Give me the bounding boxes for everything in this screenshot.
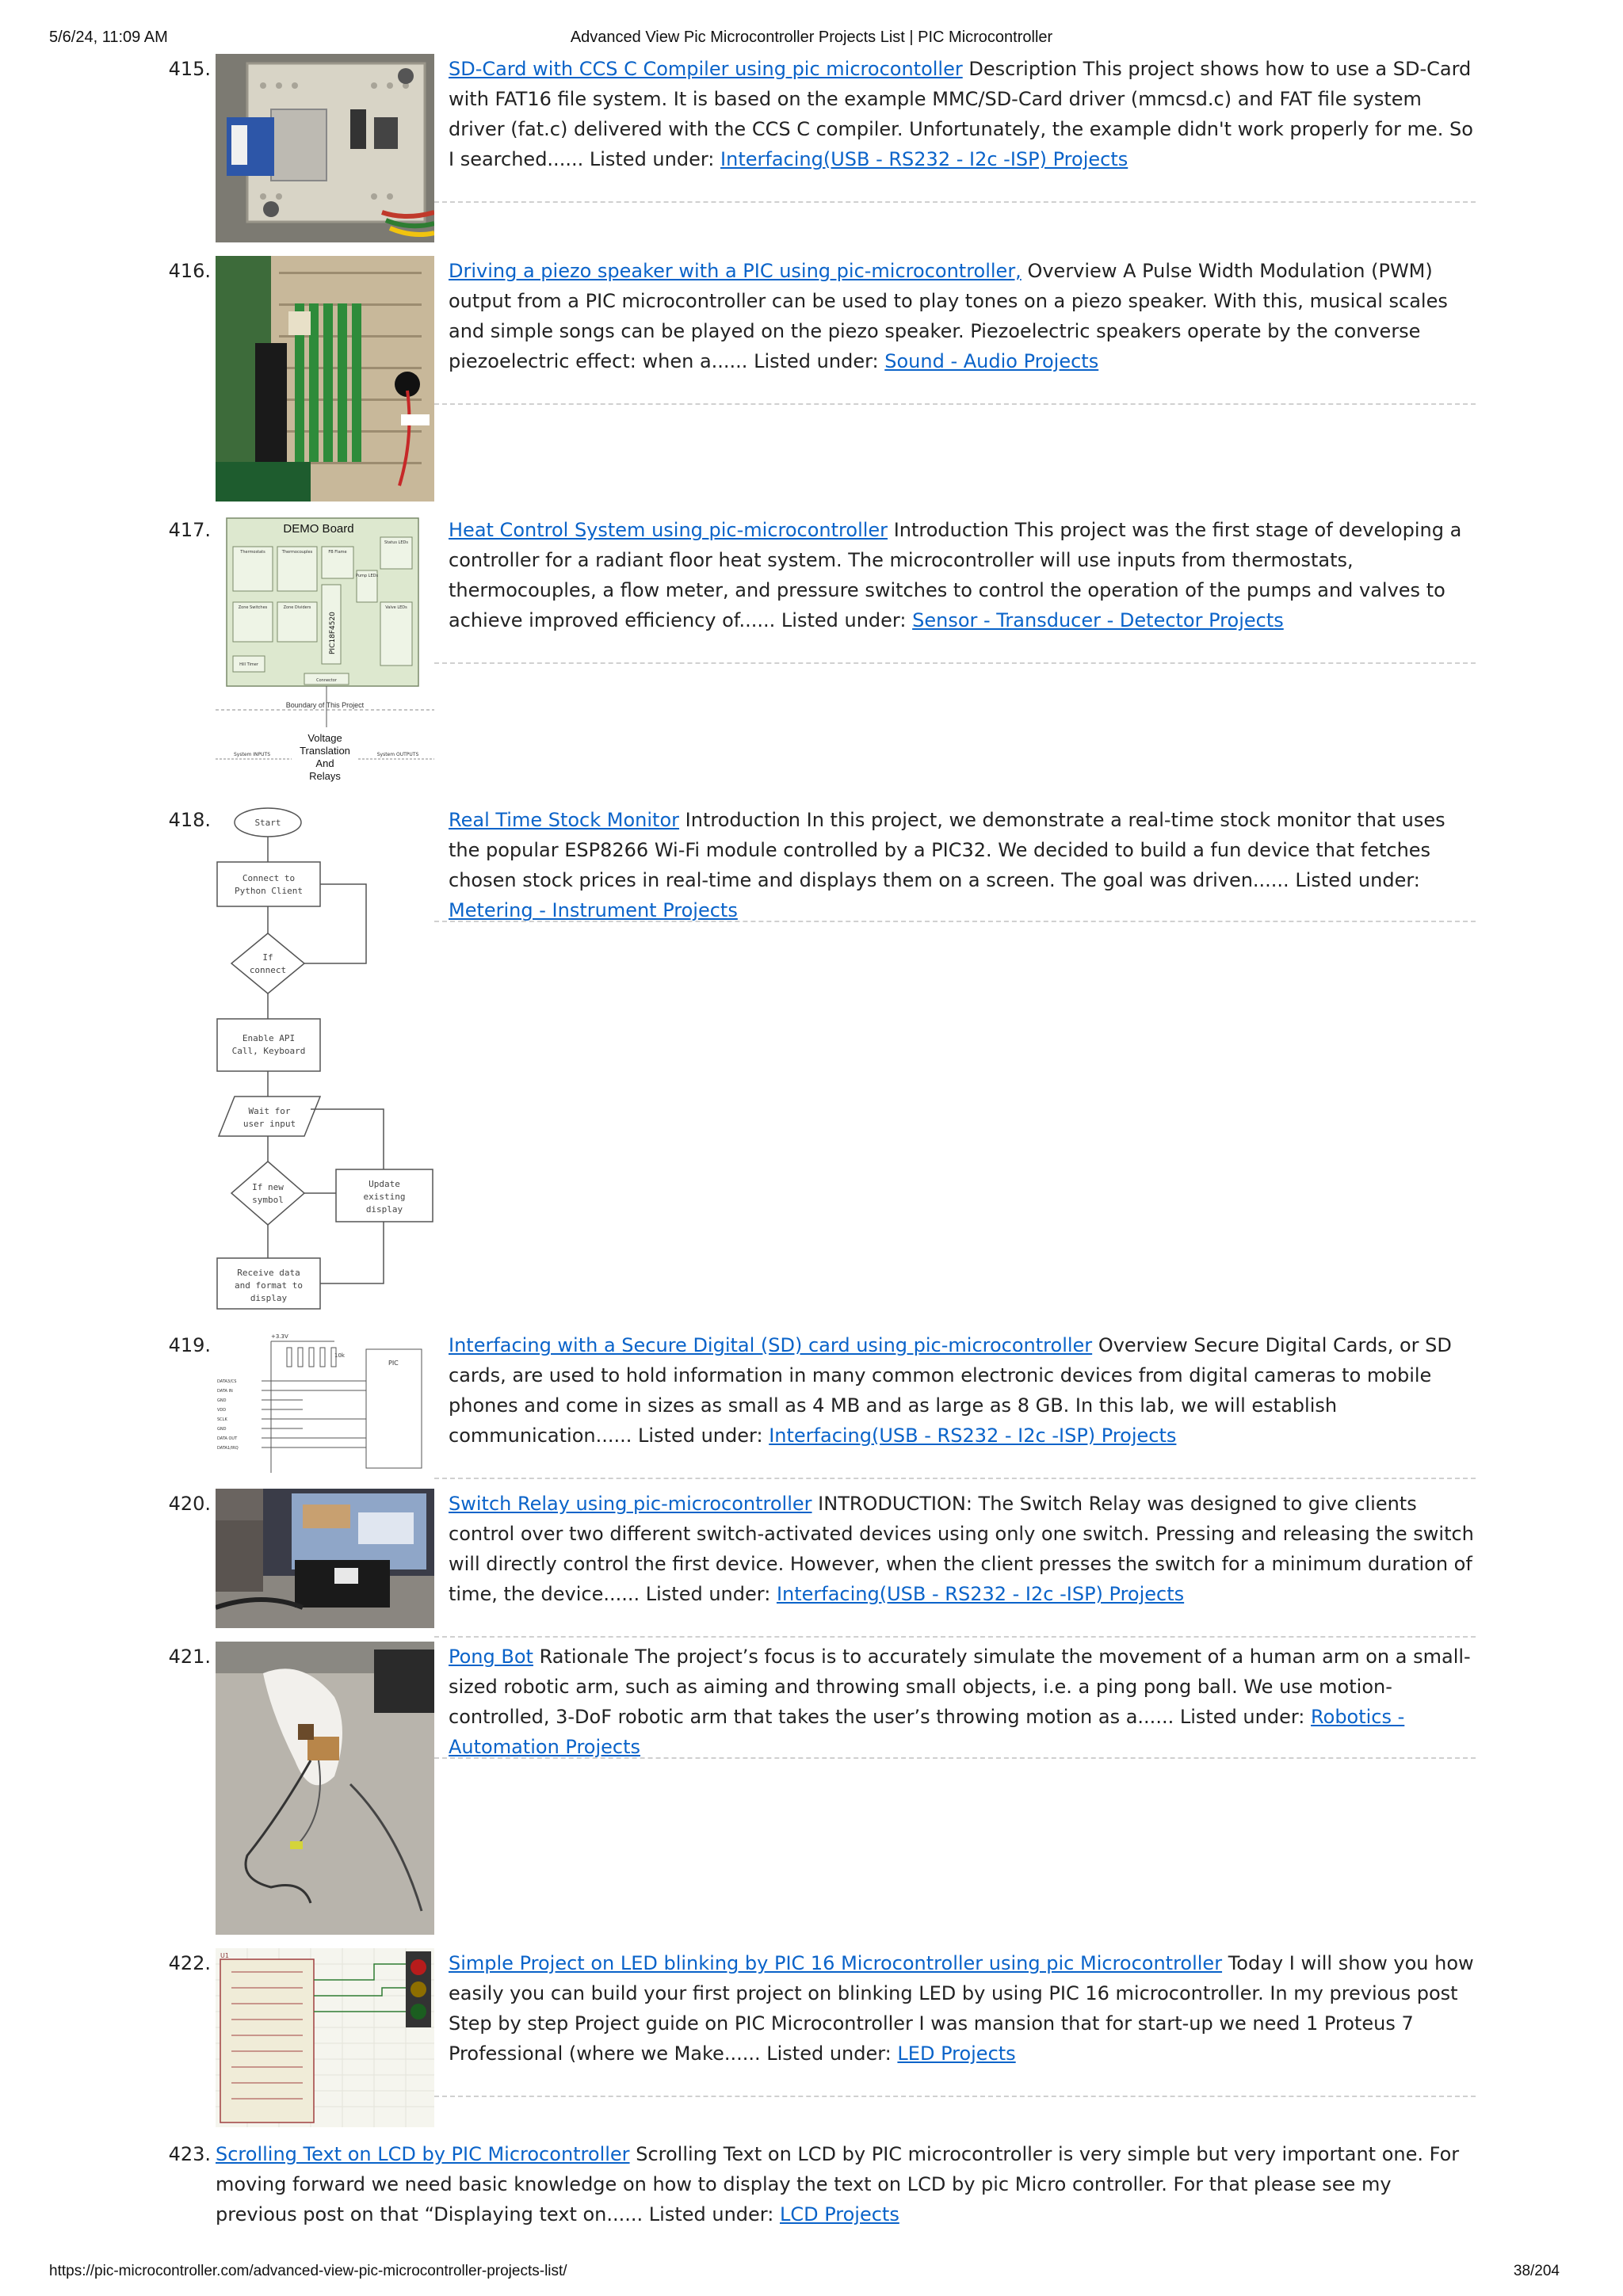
svg-text:Thermocouples: Thermocouples xyxy=(281,550,313,555)
svg-text:Pump LEDs: Pump LEDs xyxy=(355,574,379,578)
listed-under-label: Listed under: xyxy=(766,2042,892,2065)
entry-separator xyxy=(434,403,1476,405)
svg-text:Valve LEDs: Valve LEDs xyxy=(385,605,407,610)
listed-under-label: Listed under: xyxy=(589,148,715,170)
listed-under-label: Listed under: xyxy=(1295,869,1420,891)
project-title-link[interactable]: Real Time Stock Monitor xyxy=(449,809,680,831)
category-link[interactable]: LED Projects xyxy=(897,2042,1016,2065)
project-title-link[interactable]: Pong Bot xyxy=(449,1646,533,1668)
svg-text:Connector: Connector xyxy=(316,678,337,683)
svg-text:If: If xyxy=(262,952,273,963)
entry-text xyxy=(449,54,1474,174)
flowchart-start: Start xyxy=(254,818,281,828)
entry-text xyxy=(449,805,1474,925)
entry-number: 421. xyxy=(168,1646,211,1668)
svg-text:Call, Keyboard: Call, Keyboard xyxy=(231,1046,306,1056)
project-description: Description This project shows how to use a SD-Card with FAT16 file system. It is based on the example MMC/SD-Card driver (mmcsd.c) and FAT file system driver (fat.c) delivered with the CCS C compiler. Unfortunately, the example didn't work properly for me. So I searched...... xyxy=(449,58,1473,170)
diagram-board-label: DEMO Board xyxy=(283,522,354,536)
project-thumbnail[interactable] xyxy=(216,256,434,502)
svg-text:System OUTPUTS: System OUTPUTS xyxy=(376,752,419,757)
svg-text:If new: If new xyxy=(252,1182,284,1192)
project-thumbnail[interactable] xyxy=(216,1948,434,2127)
listed-under-label: Listed under: xyxy=(648,2203,774,2225)
stock-monitor-flowchart xyxy=(216,805,434,1312)
project-title-link[interactable]: Interfacing with a Secure Digital (SD) card using pic-microcontroller xyxy=(449,1334,1093,1356)
svg-text:System INPUTS: System INPUTS xyxy=(233,752,271,757)
project-thumbnail[interactable] xyxy=(216,805,434,1312)
entry-separator xyxy=(434,662,1476,664)
svg-text:Enable API: Enable API xyxy=(242,1033,296,1043)
category-link[interactable]: Robotics - Automation Projects xyxy=(449,1706,1405,1758)
project-title-link[interactable]: Switch Relay using pic-microcontroller xyxy=(449,1493,812,1515)
entry-text xyxy=(449,1489,1474,1609)
entry-text xyxy=(449,1330,1474,1451)
entry-number: 419. xyxy=(168,1334,211,1356)
svg-text:Python Client: Python Client xyxy=(234,886,304,896)
svg-text:Zone Switches: Zone Switches xyxy=(238,605,268,610)
listed-under-label: Listed under: xyxy=(1179,1706,1305,1728)
entry-separator xyxy=(434,1636,1476,1638)
svg-text:Hill Timer: Hill Timer xyxy=(239,662,258,667)
svg-text:Status LEDs: Status LEDs xyxy=(384,540,408,545)
heat-control-block-diagram xyxy=(216,515,434,789)
entry-text xyxy=(449,1948,1474,2069)
sd-card-board-photo xyxy=(216,54,434,242)
entry-number: 423. xyxy=(168,2143,211,2165)
led-blink-schematic xyxy=(216,1948,434,2127)
svg-text:And: And xyxy=(315,757,334,769)
svg-text:GND: GND xyxy=(217,1398,227,1403)
entry-number: 417. xyxy=(168,519,211,541)
svg-text:SCLK: SCLK xyxy=(217,1417,227,1422)
svg-text:GND: GND xyxy=(217,1427,227,1432)
project-description: Today I will show you how easily you can build your first project on blinking LED by using PIC 16 microcontroller. In my previous post Step by step Project guide on PIC Microcontroller I was mansion that for start-up we need 1 Proteus 7 Professional (where we Make...... xyxy=(449,1952,1474,2065)
listed-under-label: Listed under: xyxy=(754,350,879,372)
listed-under-label: Listed under: xyxy=(781,609,907,631)
svg-text:user input: user input xyxy=(242,1119,296,1129)
category-link[interactable]: Sensor - Transducer - Detector Projects xyxy=(912,609,1284,631)
diagram-boundary-label: Boundary of This Project xyxy=(285,701,365,709)
entry-number: 420. xyxy=(168,1493,211,1515)
entry-text xyxy=(216,2139,1476,2229)
svg-text:FB Flame: FB Flame xyxy=(328,550,347,555)
svg-text:Relays: Relays xyxy=(309,770,341,782)
pong-bot-photo xyxy=(216,1642,434,1935)
entry-number: 416. xyxy=(168,260,211,282)
project-thumbnail[interactable] xyxy=(216,1489,434,1628)
project-thumbnail[interactable] xyxy=(216,1642,434,1935)
project-description: Overview Secure Digital Cards, or SD cards, are used to hold information in many common electronic devices from digital cameras to mobile phones and come in sizes as small as 4 MB and as large as 8 GB. In this lab, we will establish communication...... xyxy=(449,1334,1452,1447)
entry-text xyxy=(449,256,1474,376)
category-link[interactable]: Interfacing(USB - RS232 - I2c -ISP) Projects xyxy=(720,148,1128,170)
svg-text:+3.3V: +3.3V xyxy=(271,1333,288,1340)
project-description: INTRODUCTION: The Switch Relay was designed to give clients control over two different switch-activated devices using only one switch. Pressing and releasing the switch will directly control the first device. However, when the client presses the switch for a minimum duration of time, the device...... xyxy=(449,1493,1474,1605)
sd-card-schematic xyxy=(216,1330,434,1478)
project-title-link[interactable]: Scrolling Text on LCD by PIC Microcontroller xyxy=(216,2143,630,2165)
project-thumbnail[interactable] xyxy=(216,1330,434,1478)
print-url: https://pic-microcontroller.com/advanced-view-pic-microcontroller-projects-list/ xyxy=(49,2263,567,2279)
svg-text:10k: 10k xyxy=(334,1352,345,1359)
project-title-link[interactable]: Simple Project on LED blinking by PIC 16 Microcontroller using pic Microcontroller xyxy=(449,1952,1223,1974)
category-link[interactable]: LCD Projects xyxy=(779,2203,899,2225)
project-title-link[interactable]: Heat Control System using pic-microcontroller xyxy=(449,519,888,541)
entry-text xyxy=(449,515,1474,635)
svg-text:DATA IN: DATA IN xyxy=(217,1389,233,1394)
diagram-chip-label: PIC18F4520 xyxy=(329,612,337,654)
project-description: Introduction This project was the first stage of developing a controller for a radiant floor heat system. The microcontroller will use inputs from thermostats, thermocouples, a flow meter, and pressure switches to control the operation of the pumps and valves to achieve improved efficiency of...... xyxy=(449,519,1462,631)
entry-number: 415. xyxy=(168,58,211,80)
svg-text:connect: connect xyxy=(249,965,287,975)
svg-text:existing: existing xyxy=(363,1192,406,1202)
project-description: Introduction In this project, we demonstrate a real-time stock monitor that uses the popular ESP8266 Wi-Fi module controlled by a PIC32. We decided to build a fun device that fetches chosen stock prices in real-time and displays them on a screen. The goal was driven...... xyxy=(449,809,1445,891)
svg-text:symbol: symbol xyxy=(252,1195,284,1205)
project-title-link[interactable]: SD-Card with CCS C Compiler using pic microcontoller xyxy=(449,58,963,80)
svg-text:VDD: VDD xyxy=(217,1408,227,1413)
entry-separator xyxy=(434,1478,1476,1479)
project-description: Scrolling Text on LCD by PIC microcontroller is very simple but very important one. For moving forward we need basic knowledge on how to display the text on LCD by pic Micro controller. For that please see my previous post on that “Displaying text on...... xyxy=(216,2143,1460,2225)
svg-text:display: display xyxy=(250,1293,288,1303)
diagram-bottom-label: Voltage xyxy=(307,732,342,744)
page-number: 38/204 xyxy=(1513,2263,1560,2279)
svg-text:PIC: PIC xyxy=(388,1360,399,1367)
category-link[interactable]: Interfacing(USB - RS232 - I2c -ISP) Projects xyxy=(776,1583,1185,1605)
entry-separator xyxy=(434,1757,1476,1759)
svg-text:Translation: Translation xyxy=(300,745,350,757)
svg-text:Wait for: Wait for xyxy=(248,1106,291,1116)
category-link[interactable]: Interfacing(USB - RS232 - I2c -ISP) Projects xyxy=(769,1425,1177,1447)
piezo-breadboard-photo xyxy=(216,256,434,502)
switch-relay-photo xyxy=(216,1489,434,1628)
svg-text:DATA OUT: DATA OUT xyxy=(217,1436,238,1441)
svg-text:Connect to: Connect to xyxy=(242,873,296,883)
listed-under-label: Listed under: xyxy=(645,1583,771,1605)
svg-text:Zone Dividers: Zone Dividers xyxy=(283,605,311,610)
print-page-title: Advanced View Pic Microcontroller Projects List | PIC Microcontroller xyxy=(570,29,1053,46)
project-thumbnail[interactable] xyxy=(216,515,434,789)
entry-number: 418. xyxy=(168,809,211,831)
project-thumbnail[interactable] xyxy=(216,54,434,242)
project-description: Overview A Pulse Width Modulation (PWM) output from a PIC microcontroller can be used to play tones on a piezo speaker. With this, musical scales and simple songs can be played on the piezo speaker. Piezoelectric speakers operate by the converse piezoelectric effect: when a...... xyxy=(449,260,1448,372)
print-date: 5/6/24, 11:09 AM xyxy=(49,29,168,46)
svg-text:DATA1/IRQ: DATA1/IRQ xyxy=(217,1446,239,1451)
entry-separator xyxy=(434,2096,1476,2097)
entry-number: 422. xyxy=(168,1952,211,1974)
category-link[interactable]: Metering - Instrument Projects xyxy=(449,899,738,921)
svg-text:DATA3/CS: DATA3/CS xyxy=(217,1379,237,1384)
svg-text:and format to: and format to xyxy=(234,1280,304,1291)
svg-text:U1: U1 xyxy=(220,1952,229,1959)
svg-text:display: display xyxy=(365,1204,403,1215)
entry-text xyxy=(449,1642,1474,1762)
entry-separator xyxy=(434,201,1476,203)
svg-text:Update: Update xyxy=(369,1179,400,1189)
svg-text:Receive data: Receive data xyxy=(237,1268,300,1278)
project-description: Rationale The project’s focus is to accurately simulate the movement of a human arm on a small-sized robotic arm, such as aiming and throwing small objects, i.e. a ping pong ball. We use motion-controlled, 3-DoF robotic arm that takes the user’s throwing motion as a...... xyxy=(449,1646,1471,1728)
listed-under-label: Listed under: xyxy=(638,1425,763,1447)
project-title-link[interactable]: Driving a piezo speaker with a PIC using pic-microcontroller, xyxy=(449,260,1022,282)
category-link[interactable]: Sound - Audio Projects xyxy=(884,350,1099,372)
svg-text:Thermostats: Thermostats xyxy=(240,550,265,555)
entry-separator xyxy=(434,921,1476,922)
